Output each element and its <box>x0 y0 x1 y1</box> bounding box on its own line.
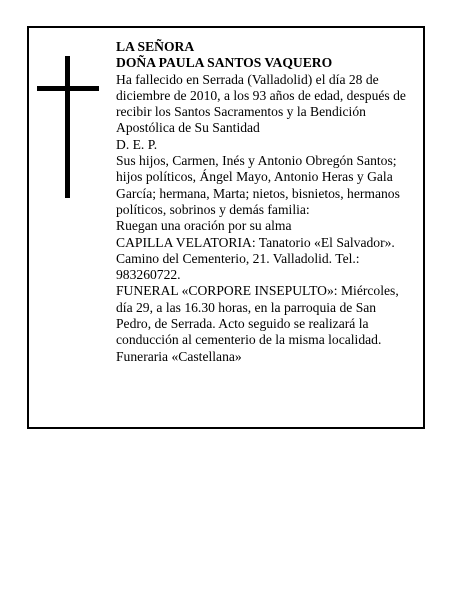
obituary-title: LA SEÑORA <box>116 39 195 54</box>
funeral-home: Funeraria «Castellana» <box>116 348 242 364</box>
cross-vertical-bar <box>65 56 70 198</box>
obituary-text <box>116 39 411 365</box>
prayer-request: Ruegan una oración por su alma <box>116 218 292 234</box>
latin-cross-icon <box>37 56 99 198</box>
funeral-info: FUNERAL «CORPORE INSEPULTO»: Miércoles, día 29, a las 16.30 horas, en la parroquia de San Pedro, de Serrada. Acto seguido se realizará la conducción al cementerio de la misma localidad. <box>116 283 399 348</box>
deceased-name: DOÑA PAULA SANTOS VAQUERO <box>116 55 333 71</box>
obituary-notice <box>27 26 425 429</box>
family-members: Sus hijos, Carmen, Inés y Antonio Obregón Santos; hijos políticos, Ángel Mayo, Antonio Heras y Gala García; hermana, Marta; nietos, bisnietos, hermanos políticos, sobrinos y demás familia: <box>116 153 400 217</box>
death-notice: Ha fallecido en Serrada (Valladolid) el día 28 de diciembre de 2010, a los 93 años de edad, después de recibir los Santos Sacramentos y la Bendición Apostólica de Su Santidad <box>116 71 406 136</box>
chapel-info: CAPILLA VELATORIA: Tanatorio «El Salvador». Camino del Cementerio, 21. Valladolid. Tel.: 983260722. <box>116 234 395 283</box>
cross-horizontal-bar <box>37 86 99 91</box>
dep-abbreviation: D. E. P. <box>116 136 158 152</box>
